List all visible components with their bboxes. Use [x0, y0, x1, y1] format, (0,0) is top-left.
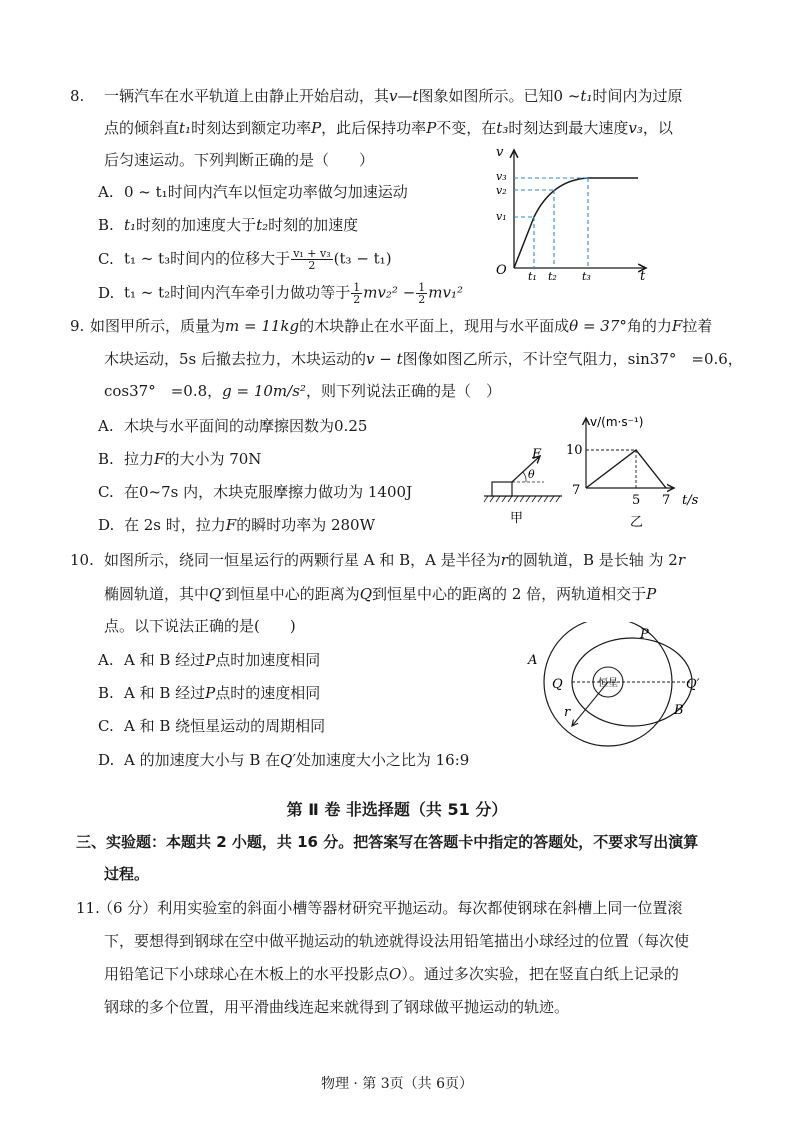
question-number: 11.	[76, 899, 100, 917]
tick-v1: v₁	[496, 210, 507, 223]
tick-5: 5	[632, 493, 641, 508]
axis-label-t: t	[640, 269, 646, 282]
q9-line3: cos37° =0.8，g = 10m/s²，则下列说法正确的是（ ）	[104, 382, 501, 400]
label-qprime: Q′	[686, 677, 700, 692]
q9-fig-yi	[562, 408, 712, 540]
q10-option-b[interactable]: B. A 和 B 经过P点时的速度相同	[98, 684, 321, 702]
caption-yi: 乙	[630, 515, 644, 530]
force-label: F	[532, 447, 542, 462]
q8-option-b[interactable]: B. t₁时刻的加速度大于t₂时刻的加速度	[98, 216, 359, 234]
ylabel: v/(m·s⁻¹)	[590, 415, 644, 429]
vt-curve	[514, 178, 638, 268]
block	[492, 482, 512, 496]
section-instruction: 三、实验题：本题共 2 小题，共 16 分。把答案写在答题卡中指定的答题处，不要求写出演算	[76, 833, 699, 851]
q8-vt-graph	[488, 142, 658, 282]
question-number: 8.	[70, 87, 85, 105]
q11-line4: 钢球的多个位置，用平滑曲线连起来就得到了钢球做平抛运动的轨迹。	[104, 998, 570, 1016]
label-q: Q	[552, 677, 563, 692]
q10-option-a[interactable]: A. A 和 B 经过P点时加速度相同	[98, 651, 321, 669]
tick-x7: 7	[662, 493, 671, 508]
label-a: A	[528, 653, 538, 668]
vt-line	[586, 450, 666, 488]
q8-option-a[interactable]: A. 0 ~ t₁时间内汽车以恒定功率做匀加速运动	[98, 183, 408, 201]
page-footer: 物理 · 第 3页（共 6页）	[320, 1076, 474, 1092]
q10-line2: 椭圆轨道，其中Q′到恒星中心的距离为Q到恒星中心的距离的 2 倍，两轨道相交于P	[104, 585, 657, 603]
tick-t3: t₃	[582, 270, 591, 282]
q9-fig-jia	[482, 438, 572, 528]
axis-label-v: v	[496, 145, 504, 160]
q9-option-c[interactable]: C. 在0~7s 内，木块克服摩擦力做功为 1400J	[98, 483, 413, 501]
q10-option-d[interactable]: D. A 的加速度大小与 B 在Q′处加速度大小之比为 16:9	[98, 751, 470, 769]
tick-v2: v₂	[496, 184, 507, 197]
q8-option-c[interactable]: C. t₁ ~ t₃时间内的位移大于 $\frac{\text{v₁ + v₃}}{2}$ (t₃ − t₁)	[98, 247, 392, 272]
q10-option-c[interactable]: C. A 和 B 绕恒星运动的周期相同	[98, 717, 326, 735]
q8-line1: 一辆汽车在水平轨道上由静止开始启动，其v—t图象如图所示。已知0 ~t₁时间内为过原	[104, 87, 683, 105]
q10-orbit-figure	[522, 622, 722, 762]
q9-option-b[interactable]: B. 拉力F的大小为 70N	[98, 450, 262, 468]
q10-line3: 点。以下说法正确的是( )	[104, 617, 296, 635]
tick-y7: 7	[572, 483, 581, 498]
q10-line1: 如图所示，绕同一恒星运行的两颗行星 A 和 B，A 是半径为r的圆轨道，B 是长轴 为 2r	[104, 551, 685, 569]
section-instruction-cont: 过程。	[104, 865, 150, 883]
question-number: 9.	[70, 317, 85, 335]
tick-v3: v₃	[496, 170, 507, 183]
q11-line2: 下，要想得到钢球在空中做平抛运动的轨迹就得设法用铅笔描出小球经过的位置（每次使	[104, 932, 690, 950]
q8-line2: 点的倾斜直t₁时刻达到额定功率P，此后保持功率P不变，在t₃时刻达到最大速度v₃，以	[104, 119, 673, 137]
angle-label: θ	[528, 468, 535, 481]
origin-label: O	[496, 263, 507, 278]
q11-line3: 用铅笔记下小球球心在木板上的水平投影点O）。通过多次实验，把在竖直白纸上记录的	[104, 965, 679, 983]
tick-10: 10	[566, 443, 583, 458]
q9-line1: 如图甲所示，质量为m = 11kg的木块静止在水平面上，现用与水平面成θ = 37°角的力F拉着	[90, 317, 713, 335]
q9-option-a[interactable]: A. 木块与水平面间的动摩擦因数为0.25	[98, 417, 368, 435]
caption-jia: 甲	[510, 511, 524, 526]
xlabel: t/s	[682, 493, 699, 508]
star-label: 恒星	[598, 678, 618, 689]
label-p: P	[640, 627, 649, 642]
tick-t1: t₁	[528, 270, 537, 282]
q11-line1: （6 分）利用实验室的斜面小槽等器材研究平抛运动。每次都使钢球在斜槽上同一位置滚	[98, 899, 683, 917]
section-title: 第 Ⅱ 卷 非选择题（共 51 分）	[286, 800, 508, 819]
q9-line2: 木块运动，5s 后撤去拉力，木块运动的v − t图像如图乙所示，不计空气阻力，sin37° =0.6，	[104, 350, 743, 368]
label-r: r	[564, 705, 571, 720]
q8-option-d[interactable]: D. t₁ ~ t₂时间内汽车牵引力做功等于 $\frac{1}{2}$ mv₂² − $\frac{1}{2}$ mv₁²	[98, 281, 463, 306]
tick-t2: t₂	[548, 270, 557, 282]
question-number: 10.	[70, 551, 94, 569]
label-b: B	[674, 703, 684, 718]
q8-line3: 后匀速运动。下列判断正确的是（ ）	[104, 151, 375, 169]
q9-option-d[interactable]: D. 在 2s 时，拉力F的瞬时功率为 280W	[98, 516, 376, 534]
